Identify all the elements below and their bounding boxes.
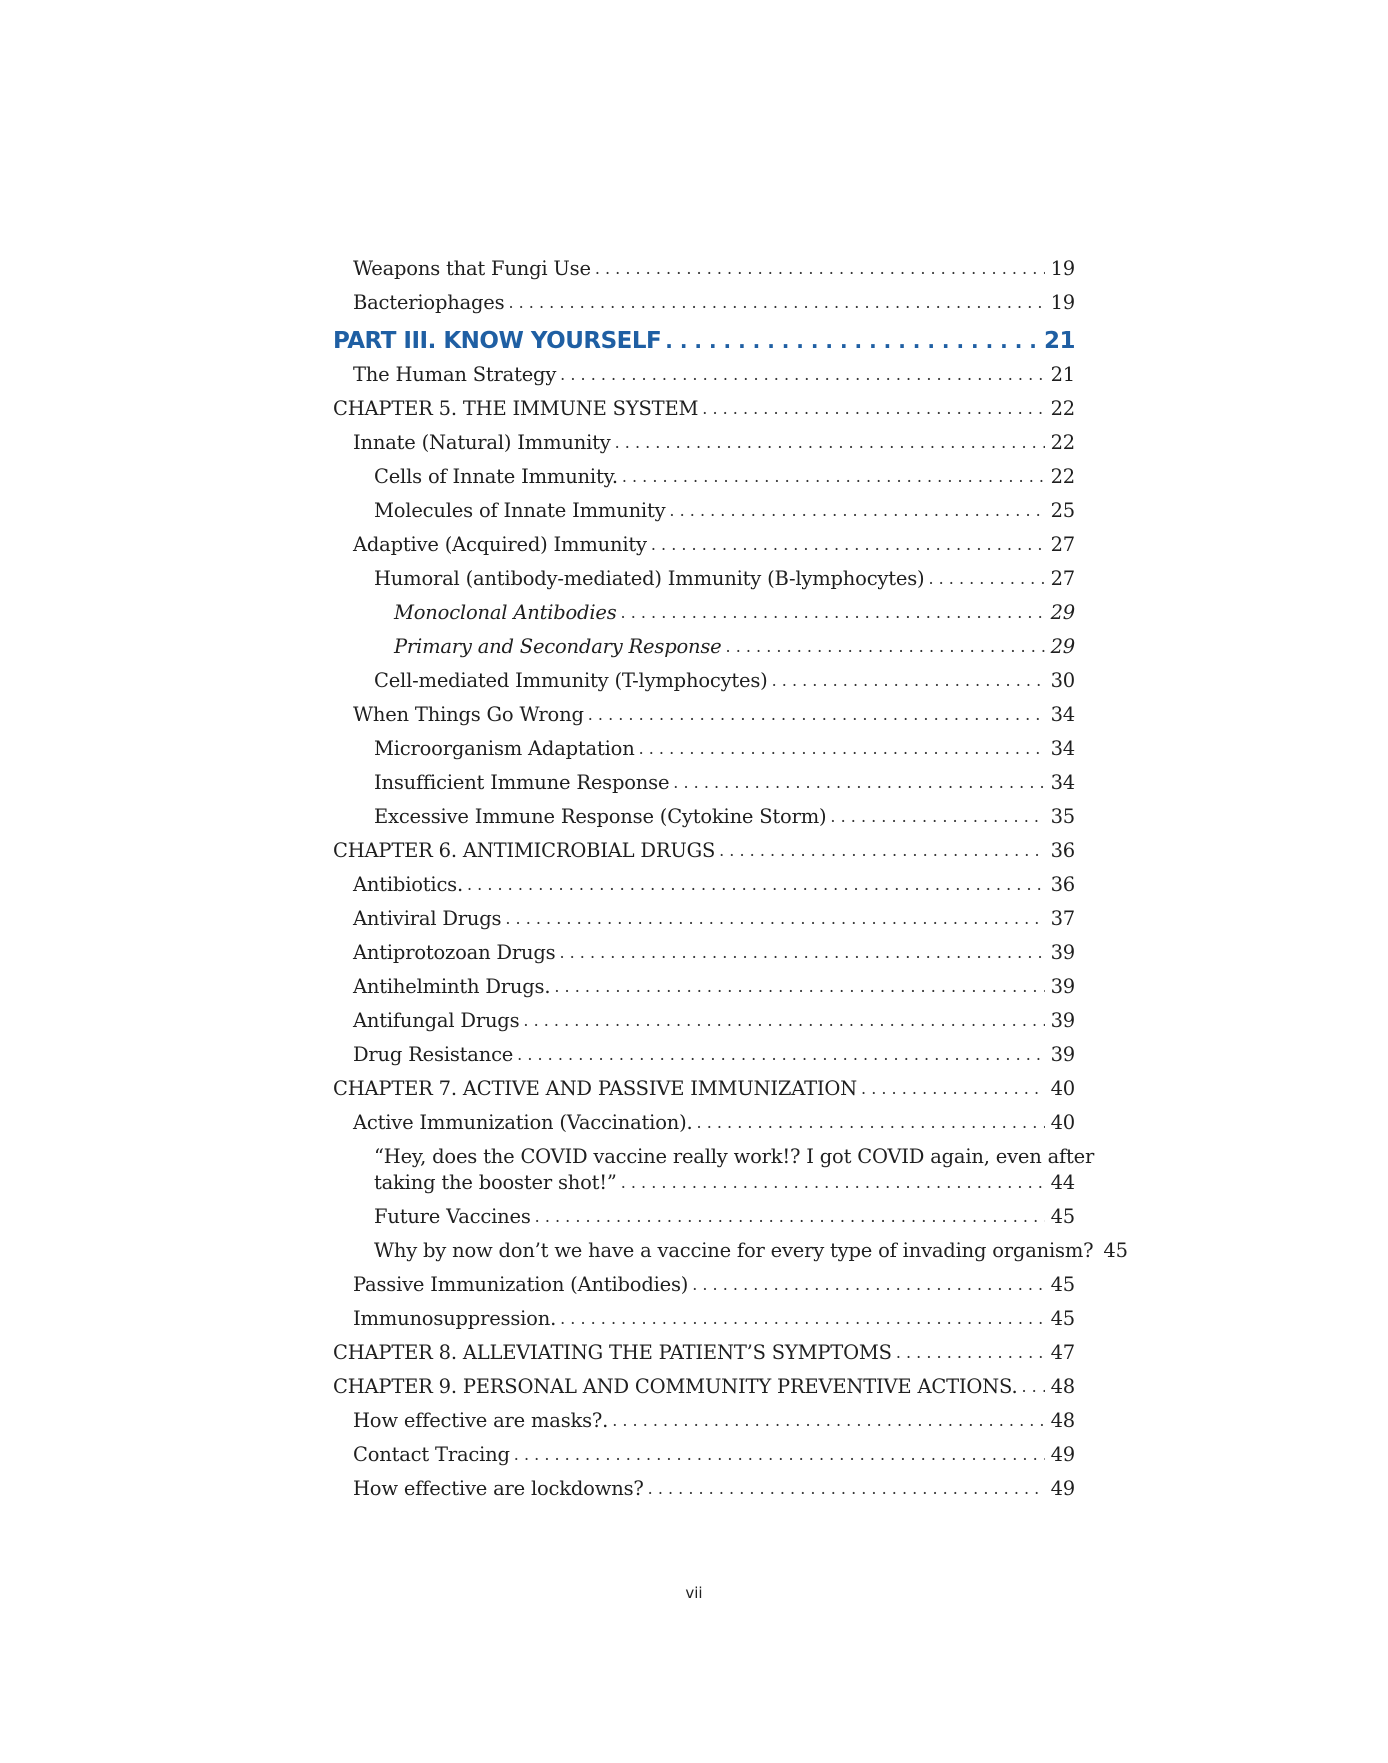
toc-entry-title: Drug Resistance [353, 1043, 514, 1066]
toc-page-number: 39 [1050, 975, 1075, 998]
toc-entry[interactable] [333, 872, 1075, 898]
toc-page-number: 34 [1050, 703, 1075, 726]
dot-leader [615, 430, 1045, 456]
toc-part-heading[interactable] [333, 326, 1075, 356]
toc-entry[interactable] [333, 1408, 1075, 1434]
toc-page-number: 45 [1050, 1307, 1075, 1330]
toc-entry-title: Active Immunization (Vaccination). [353, 1111, 693, 1134]
toc-entry[interactable] [333, 1238, 1128, 1264]
toc-page-number: 19 [1050, 257, 1075, 280]
dot-leader [830, 804, 1044, 830]
dot-leader [508, 290, 1044, 316]
toc-entry-title: Monoclonal Antibodies [394, 601, 617, 624]
toc-entry-title: Immunosuppression. [353, 1307, 557, 1330]
dot-leader [702, 396, 1044, 422]
dot-leader [467, 872, 1045, 898]
toc-entry[interactable] [333, 804, 1075, 830]
toc-entry-title: How effective are masks?. [353, 1409, 609, 1432]
toc-entry-title: Molecules of Innate Immunity [374, 499, 666, 522]
dot-leader [928, 566, 1044, 592]
dot-leader [651, 532, 1045, 558]
toc-chapter[interactable] [333, 396, 1075, 422]
dot-leader [588, 702, 1045, 728]
toc-entry[interactable] [333, 974, 1075, 1000]
dot-leader [861, 1076, 1045, 1102]
toc-entry-title: Cells of Innate Immunity. [374, 465, 618, 488]
dot-leader [639, 736, 1045, 762]
toc-entry[interactable] [333, 1306, 1075, 1332]
dot-leader [621, 1170, 1045, 1196]
toc-entry-title: Adaptive (Acquired) Immunity [353, 533, 647, 556]
dot-leader [673, 770, 1044, 796]
dot-leader [665, 326, 1038, 356]
toc-page-number: 22 [1050, 465, 1075, 488]
toc-entry-title: Bacteriophages [353, 291, 505, 314]
toc-page-number: 19 [1050, 291, 1075, 314]
toc-entry[interactable] [333, 702, 1075, 728]
toc-page-number: 45 [1050, 1273, 1075, 1296]
toc-entry[interactable] [333, 1272, 1075, 1298]
toc-page-number: 30 [1050, 669, 1075, 692]
toc-page-number: 47 [1050, 1341, 1075, 1364]
toc-entry[interactable] [333, 770, 1075, 796]
dot-leader [622, 464, 1045, 490]
toc-entry[interactable] [333, 1442, 1075, 1468]
toc-entry-title-line1: “Hey, does the COVID vaccine really work!? I got COVID again, even after [374, 1145, 1095, 1168]
toc-entry-title: Contact Tracing [353, 1443, 510, 1466]
toc-entry-title: Antihelminth Drugs. [353, 975, 551, 998]
toc-entry-title: Antiprotozoan Drugs [353, 941, 556, 964]
toc-entry-title: Antiviral Drugs [353, 907, 502, 930]
toc-entry-title: Why by now don’t we have a vaccine for every type of invading organism? [374, 1239, 1094, 1262]
toc-chapter-title: CHAPTER 6. ANTIMICROBIAL DRUGS [333, 839, 716, 862]
dot-leader [726, 634, 1045, 660]
toc-entry-title: Future Vaccines [374, 1205, 531, 1228]
toc-entry[interactable] [333, 600, 1075, 626]
dot-leader [648, 1476, 1045, 1502]
dot-leader [692, 1272, 1044, 1298]
toc-page-number: 48 [1050, 1375, 1075, 1398]
toc-page-number: 48 [1050, 1409, 1075, 1432]
toc-entry[interactable] [333, 566, 1075, 592]
toc-page-number: 44 [1050, 1171, 1075, 1194]
page-number: vii [685, 1584, 703, 1602]
toc-chapter-title: CHAPTER 8. ALLEVIATING THE PATIENT’S SYMPTOMS [333, 1341, 892, 1364]
toc-page-number: 29 [1050, 635, 1075, 658]
dot-leader [595, 256, 1045, 282]
toc-page-number: 49 [1050, 1443, 1075, 1466]
table-of-contents [333, 256, 1128, 1510]
dot-leader [621, 600, 1045, 626]
dot-leader [559, 940, 1044, 966]
toc-entry[interactable] [333, 906, 1075, 932]
toc-page-number: 36 [1050, 873, 1075, 896]
dot-leader [523, 1008, 1044, 1034]
toc-entry[interactable] [333, 532, 1075, 558]
toc-entry-title-line2: taking the booster shot!” [374, 1171, 617, 1194]
dot-leader [535, 1204, 1045, 1230]
toc-entry[interactable] [333, 1204, 1075, 1230]
toc-entry[interactable] [333, 1476, 1075, 1502]
toc-entry[interactable] [333, 1042, 1075, 1068]
toc-entry[interactable] [333, 940, 1075, 966]
dot-leader [896, 1340, 1045, 1366]
dot-leader [560, 362, 1044, 388]
toc-entry[interactable] [333, 1110, 1075, 1136]
toc-entry[interactable] [333, 668, 1075, 694]
toc-entry-title: When Things Go Wrong [353, 703, 584, 726]
toc-page-number: 21 [1043, 328, 1075, 354]
toc-chapter-title: CHAPTER 5. THE IMMUNE SYSTEM [333, 397, 699, 420]
toc-entry[interactable] [333, 1008, 1075, 1034]
toc-entry[interactable] [333, 430, 1075, 456]
toc-page-number: 39 [1050, 1009, 1075, 1032]
toc-entry-title: Innate (Natural) Immunity [353, 431, 611, 454]
toc-page-number: 39 [1050, 1043, 1075, 1066]
toc-page-number: 36 [1050, 839, 1075, 862]
toc-page-number: 35 [1050, 805, 1075, 828]
toc-entry-title: Excessive Immune Response (Cytokine Storm) [374, 805, 827, 828]
toc-page-number: 40 [1050, 1077, 1075, 1100]
toc-entry[interactable] [333, 362, 1075, 388]
toc-entry-title: Humoral (antibody-mediated) Immunity (B-lymphocytes) [374, 567, 925, 590]
toc-page-number: 34 [1050, 771, 1075, 794]
toc-page-number: 45 [1050, 1205, 1075, 1228]
toc-chapter[interactable] [333, 1076, 1075, 1102]
toc-entry[interactable] [333, 256, 1075, 282]
toc-entry-title: Antifungal Drugs [353, 1009, 520, 1032]
toc-page-number: 40 [1050, 1111, 1075, 1134]
dot-leader [505, 906, 1044, 932]
toc-entry-title: The Human Strategy [353, 363, 557, 386]
toc-page-number: 27 [1050, 533, 1075, 556]
toc-chapter-title: CHAPTER 9. PERSONAL AND COMMUNITY PREVENTIVE ACTIONS. [333, 1375, 1018, 1398]
dot-leader [1022, 1374, 1045, 1400]
dot-leader [719, 838, 1044, 864]
toc-part-title: PART III. KNOW YOURSELF [333, 328, 662, 354]
dot-leader [772, 668, 1045, 694]
toc-entry-title: Antibiotics. [353, 873, 463, 896]
dot-leader [514, 1442, 1045, 1468]
toc-entry[interactable] [333, 634, 1075, 660]
toc-entry-title: Weapons that Fungi Use [353, 257, 591, 280]
toc-entry-title: Primary and Secondary Response [394, 635, 722, 658]
toc-entry-title: Microorganism Adaptation [374, 737, 635, 760]
dot-leader [517, 1042, 1044, 1068]
toc-entry-title: Cell-mediated Immunity (T-lymphocytes) [374, 669, 768, 692]
toc-page-number: 21 [1050, 363, 1075, 386]
toc-page-number: 25 [1050, 499, 1075, 522]
dot-leader [669, 498, 1044, 524]
dot-leader [560, 1306, 1044, 1332]
toc-page-number: 37 [1050, 907, 1075, 930]
toc-entry[interactable] [333, 736, 1075, 762]
toc-page-number: 45 [1103, 1239, 1128, 1262]
toc-page-number: 34 [1050, 737, 1075, 760]
toc-chapter[interactable] [333, 1374, 1075, 1400]
toc-entry[interactable] [333, 1144, 1095, 1196]
toc-page-number: 22 [1050, 397, 1075, 420]
toc-chapter[interactable] [333, 838, 1075, 864]
toc-chapter-title: CHAPTER 7. ACTIVE AND PASSIVE IMMUNIZATION [333, 1077, 858, 1100]
toc-entry[interactable] [333, 498, 1075, 524]
toc-entry-title: How effective are lockdowns? [353, 1477, 644, 1500]
dot-leader [697, 1110, 1045, 1136]
dot-leader [554, 974, 1044, 1000]
toc-entry[interactable] [333, 464, 1075, 490]
toc-entry-title: Passive Immunization (Antibodies) [353, 1273, 689, 1296]
toc-chapter[interactable] [333, 1340, 1075, 1366]
dot-leader [612, 1408, 1044, 1434]
toc-page-number: 29 [1050, 601, 1075, 624]
toc-page-number: 22 [1050, 431, 1075, 454]
toc-page-number: 27 [1050, 567, 1075, 590]
toc-entry[interactable] [333, 290, 1075, 316]
toc-entry-title: Insufficient Immune Response [374, 771, 670, 794]
toc-page-number: 39 [1050, 941, 1075, 964]
toc-page-number: 49 [1050, 1477, 1075, 1500]
